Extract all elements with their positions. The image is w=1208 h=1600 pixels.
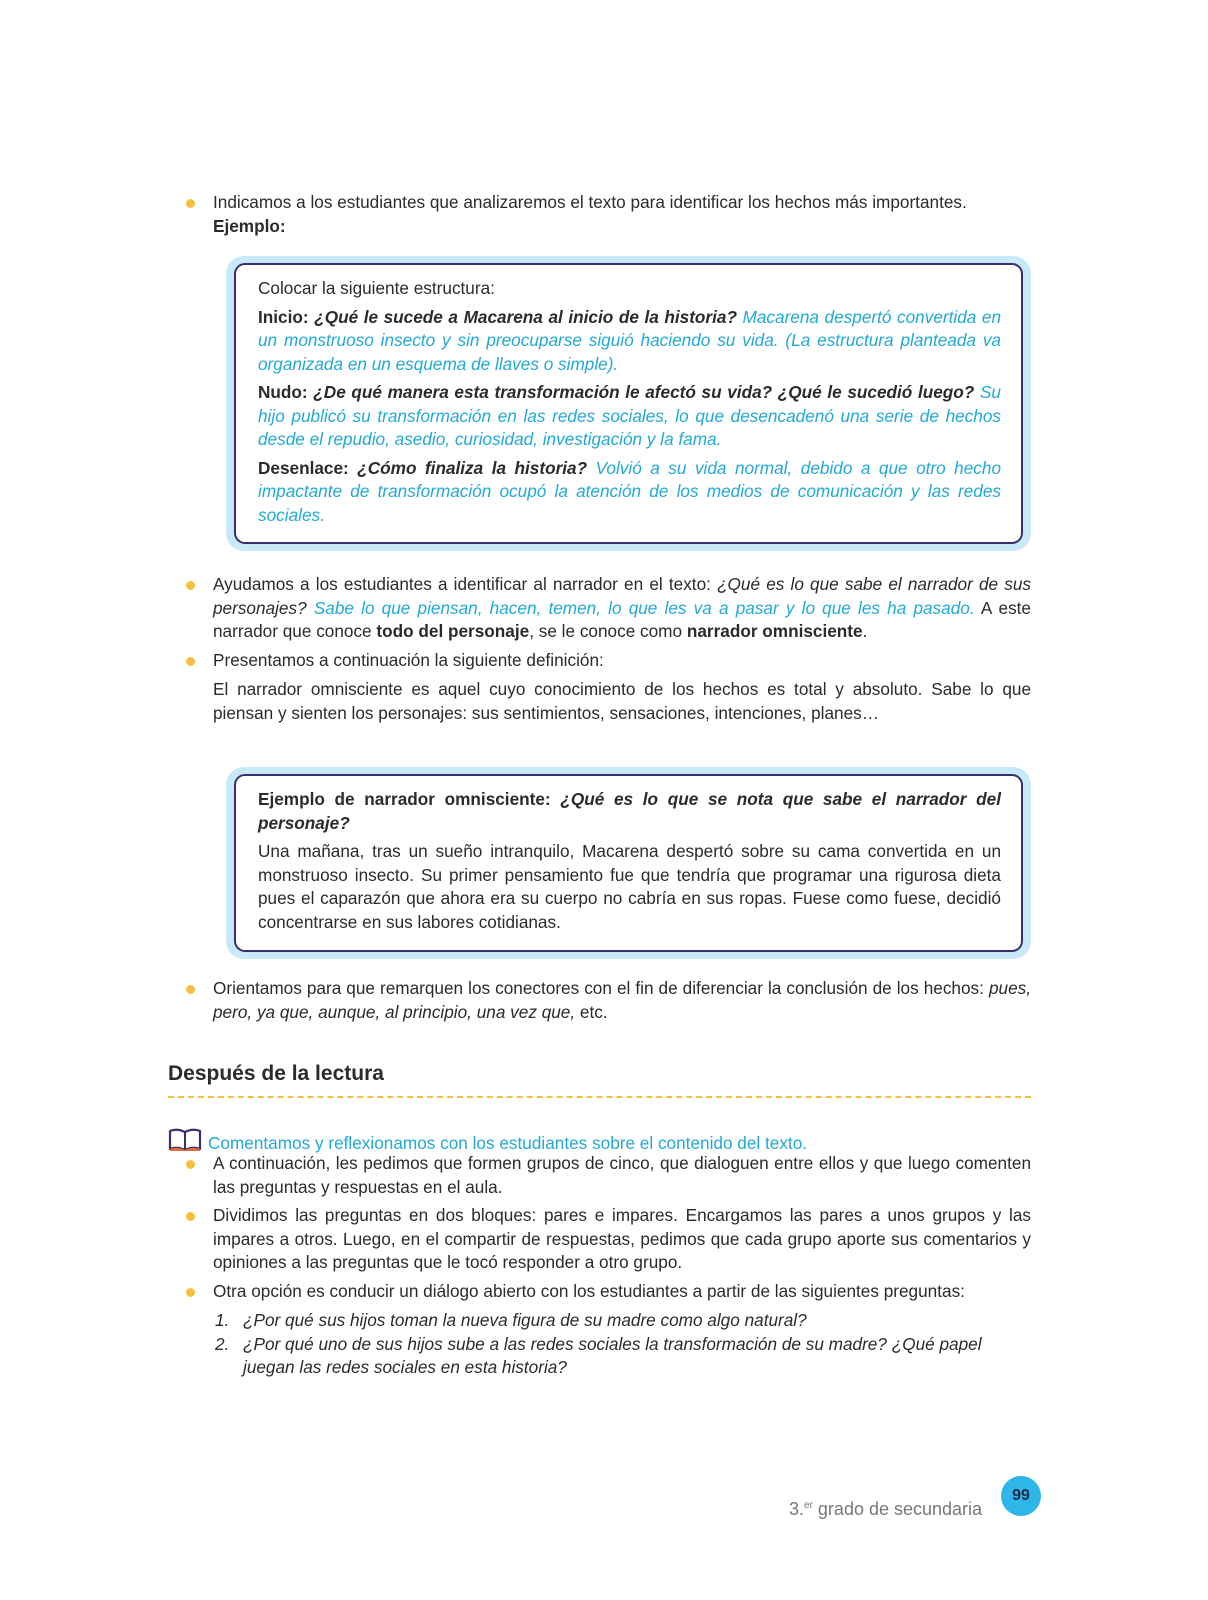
- bullet-item-dialogue: Otra opción es conducir un diálogo abierto con los estudiantes a partir de las siguientes preguntas:: [213, 1280, 1031, 1304]
- structure-nudo: Nudo: ¿De qué manera esta transformación le afectó su vida? ¿Qué le sucedió luego? Su hijo publicó su transformación en las redes sociales, lo que desencadenó una serie de hechos desde el repudio, asedio, curiosidad, investigación y la fama.: [258, 382, 1001, 449]
- example-label: Ejemplo:: [213, 215, 286, 236]
- narrator-example-heading: Ejemplo de narrador omnisciente: ¿Qué es lo que se nota que sabe el narrador del personaje?: [258, 789, 1001, 833]
- section-divider: [168, 1096, 1031, 1098]
- structure-intro: Colocar la siguiente estructura:: [258, 278, 495, 298]
- narrator-example-box: [226, 767, 1031, 959]
- structure-desenlace: Desenlace: ¿Cómo finaliza la historia? Volvió a su vida normal, debido a que otro hecho impactante de transformación ocupó la atención de los medios de comunicación y las redes sociales.: [258, 457, 1002, 525]
- narrator-example-text: Una mañana, tras un sueño intranquilo, Macarena despertó sobre su cama convertida en un monstruoso insecto. Su primer pensamiento fue que tendría que programar una rigurosa dieta pues el caparazón que ahora era su cuerpo no cabría en sus ropas. Fuese como fuese, decidió concentrarse en sus labores cotidianas.: [258, 841, 1001, 932]
- bullet-item-narrator: Ayudamos a los estudiantes a identificar al narrador en el texto: ¿Qué es lo que sabe el narrador de sus personajes? Sabe lo que piensan, hacen, temen, lo que les va a pasar y lo que les ha pasado. A este narrador que conoce todo del personaje, se le conoce como narrador omnisciente.: [213, 573, 1031, 644]
- narrator-example-box-inner: [234, 774, 1023, 952]
- definition-text: El narrador omnisciente es aquel cuyo conocimiento de los hechos es total y absoluto. Sabe lo que piensan y sienten los personajes: sus sentimientos, sensaciones, intenciones, planes…: [213, 679, 1031, 723]
- structure-box: [226, 256, 1031, 551]
- question-list: [213, 1309, 1031, 1380]
- bullet-item-connectors: Orientamos para que remarquen los conectores con el fin de diferenciar la conclusión de los hechos: pues, pero, ya que, aunque, al principio, una vez que, etc.: [213, 977, 1031, 1024]
- grade-label: 3.$^{er}$ grado de secundaria: [789, 1499, 983, 1519]
- question-item: 1. ¿Por qué sus hijos toman la nueva figura de su madre como algo natural?: [215, 1310, 807, 1330]
- bullet-item-definition: Presentamos a continuación la siguiente definición:: [213, 649, 1031, 673]
- structure-inicio: Inicio: ¿Qué le sucede a Macarena al inicio de la historia? Macarena despertó convertida en un monstruoso insecto y sin preocuparse siguió haciendo su vida. (La estructura planteada va organizada en un esquema de llaves o simple).: [258, 306, 1002, 374]
- book-instruction: Comentamos y reflexionamos con los estudiantes sobre el contenido del texto.: [168, 1128, 807, 1159]
- bullet-item-blocks: Dividimos las preguntas en dos bloques: pares e impares. Encargamos las pares a unos grupos y las impares a otros. Luego, en el compartir de respuestas, pedimos que cada grupo aporte sus comentarios y opiniones a las preguntas que le tocó responder a otro grupo.: [213, 1204, 1031, 1275]
- question-item: 2. ¿Por qué uno de sus hijos sube a las redes sociales la transformación de su madre? ¿Qué papel juegan las redes sociales en esta historia?: [215, 1333, 982, 1377]
- bullet-item-analyze: Indicamos a los estudiantes que analizaremos el texto para identificar los hechos más importantes. Ejemplo:: [213, 191, 1031, 238]
- structure-box-inner: [234, 263, 1023, 544]
- page-number-badge: 99: [1001, 1476, 1041, 1516]
- section-title: Después de la lectura: [168, 1062, 384, 1085]
- open-book-icon: [168, 1128, 202, 1159]
- bullet-item-groups: A continuación, les pedimos que formen grupos de cinco, que dialoguen entre ellos y que luego comenten las preguntas y respuestas en el aula.: [213, 1152, 1031, 1199]
